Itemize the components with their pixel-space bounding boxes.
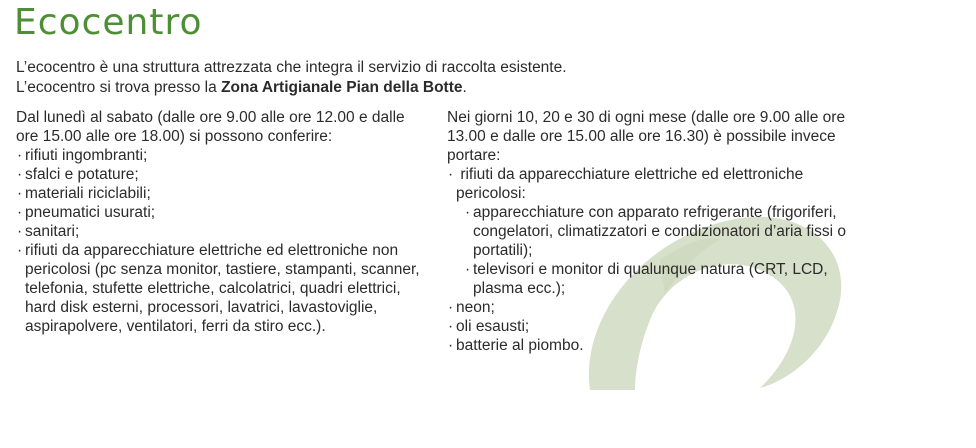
list-item: · materiali riciclabili; xyxy=(16,184,426,203)
list-item: · oli esausti; xyxy=(447,317,847,336)
intro-line-2 xyxy=(16,78,567,98)
list-item: · batterie al piombo. xyxy=(447,336,847,355)
list-item xyxy=(447,165,847,298)
special-days-list xyxy=(447,165,847,355)
list-item: · sfalci e potature; xyxy=(16,165,426,184)
weekday-list xyxy=(16,146,426,336)
weekday-column xyxy=(16,108,426,336)
page-title: Ecocentro xyxy=(14,2,203,43)
intro-line-1: L’ecocentro è una struttura attrezzata che integra il servizio di raccolta esistente. xyxy=(16,59,567,76)
raee-sublist xyxy=(456,203,847,298)
intro-line-2-prefix: L’ecocentro si trova presso la xyxy=(16,79,222,96)
raee-item-label: rifiuti da apparecchiature elettriche ed elettroniche pericolosi: xyxy=(456,166,804,202)
sublist-item: · televisori e monitor di qualunque natura (CRT, LCD, plasma ecc.); xyxy=(464,260,847,298)
list-item: · rifiuti da apparecchiature elettriche ed elettroniche non pericolosi (pc senza monitor, tastiere, stampanti, scanner, telefonia, stufette elettriche, calcolatrici, quadri elettrici, hard disk esterni, processori, lavatrici, lavastoviglie, aspirapolvere, ventilatori, ferri da stiro ecc.). xyxy=(16,241,426,336)
list-item: · neon; xyxy=(447,298,847,317)
special-days-column xyxy=(447,108,847,355)
weekday-heading: Dal lunedì al sabato (dalle ore 9.00 alle ore 12.00 e dalle ore 15.00 alle ore 18.00) si possono conferire: xyxy=(16,109,405,145)
intro-text xyxy=(16,58,567,98)
special-days-heading: Nei giorni 10, 20 e 30 di ogni mese (dalle ore 9.00 alle ore 13.00 e dalle ore 15.00 alle ore 16.30) è possibile invece portare: xyxy=(447,109,846,164)
location-name: Zona Artigianale Pian della Botte xyxy=(221,79,463,96)
sublist-item: · apparecchiature con apparato refrigerante (frigoriferi, congelatori, climatizzatori e condizionatori d’aria fissi o portatili); xyxy=(464,203,847,260)
intro-line-2-suffix: . xyxy=(462,79,467,96)
list-item: · pneumatici usurati; xyxy=(16,203,426,222)
list-item: · sanitari; xyxy=(16,222,426,241)
list-item: · rifiuti ingombranti; xyxy=(16,146,426,165)
